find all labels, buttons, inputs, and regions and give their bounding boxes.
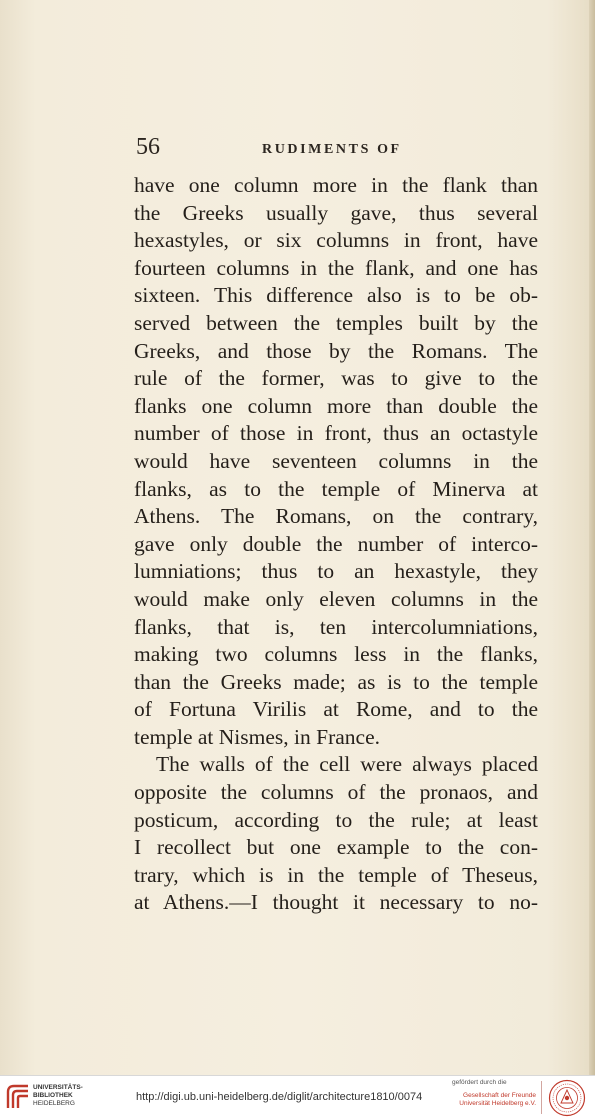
text-line: posticum, according to the rule; at least <box>134 807 538 832</box>
text-line: trary, which is in the temple of Theseus, <box>134 862 538 887</box>
page-header <box>136 134 540 164</box>
text-line: gave only double the number of interco- <box>134 531 538 556</box>
text-line: would have seventeen columns in the <box>134 448 538 473</box>
text-line: would make only eleven columns in the <box>134 586 538 611</box>
text-line: flanks one column more than double the <box>134 393 538 418</box>
text-line: flanks, that is, ten intercolumniations, <box>134 614 538 639</box>
funded-by-label: gefördert durch die <box>452 1079 507 1086</box>
page-edge <box>589 0 595 1075</box>
body-text <box>134 172 538 917</box>
library-name-line: UNIVERSITÄTS- <box>33 1084 83 1091</box>
text-line: opposite the columns of the pronaos, and <box>134 780 538 805</box>
text-line: at Athens.—I thought it necessary to no- <box>134 890 538 915</box>
text-line: lumniations; thus to an hexastyle, they <box>134 559 538 584</box>
funder-name-line: Universität Heidelberg e.V. <box>459 1100 536 1107</box>
page-number: 56 <box>136 134 160 160</box>
library-name-line: HEIDELBERG <box>33 1100 75 1107</box>
viewer-footer <box>0 1075 595 1119</box>
paragraph-start-line: The walls of the cell were always placed <box>156 752 538 777</box>
university-seal-icon <box>548 1079 586 1117</box>
text-line: the Greeks usually gave, thus several <box>134 200 538 225</box>
text-line: sixteen. This difference also is to be ob- <box>134 283 538 308</box>
funder-name-line: Gesellschaft der Freunde <box>463 1092 536 1099</box>
text-line: have one column more in the flank than <box>134 173 538 197</box>
funder-name[interactable] <box>450 1092 536 1108</box>
footer-divider <box>541 1081 542 1114</box>
text-line: served between the temples built by the <box>134 310 538 335</box>
text-line: fourteen columns in the flank, and one has <box>134 255 538 280</box>
text-line: flanks, as to the temple of Minerva at <box>134 476 538 501</box>
text-line: hexastyles, or six columns in front, have <box>134 228 538 253</box>
paragraph-end-line: temple at Nismes, in France. <box>134 724 380 749</box>
library-name-line: BIBLIOTHEK <box>33 1092 73 1099</box>
page-url-link[interactable]: http://digi.ub.uni-heidelberg.de/diglit/architecture1810/0074 <box>136 1091 423 1103</box>
text-line: of Fortuna Virilis at Rome, and to the <box>134 697 538 722</box>
library-logo-icon <box>6 1084 30 1110</box>
text-line: Greeks, and those by the Romans. The <box>134 338 538 363</box>
text-line: Athens. The Romans, on the contrary, <box>134 504 538 529</box>
text-line: rule of the former, was to give to the <box>134 366 538 391</box>
text-line: I recollect but one example to the con- <box>134 835 538 860</box>
library-name <box>33 1084 83 1108</box>
text-line: number of those in front, thus an octastyle <box>134 421 538 446</box>
text-line: than the Greeks made; as is to the temple <box>134 669 538 694</box>
running-head: RUDIMENTS OF <box>262 142 402 157</box>
text-line: making two columns less in the flanks, <box>134 642 538 667</box>
